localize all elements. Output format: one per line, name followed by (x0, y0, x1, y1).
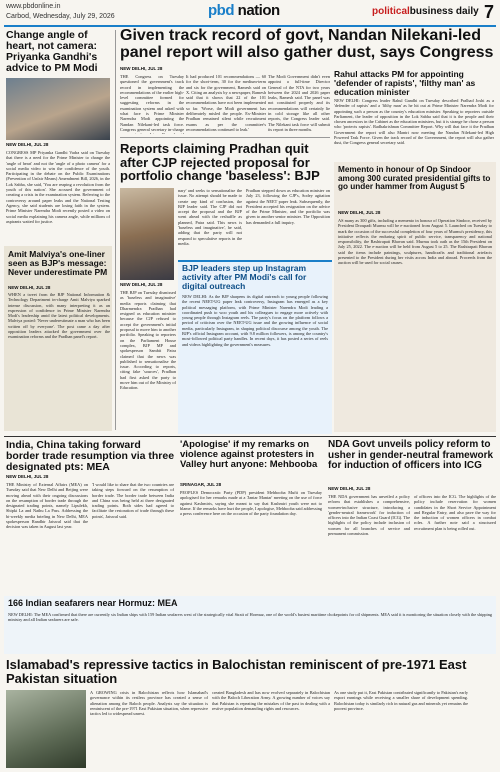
apology-byline: SRINAGAR, JUL 28 (180, 482, 222, 487)
lead-col3: The Modi Government didn't even appoint a full-time Director General of the NTA for two years between the 2024 and 2026 paper leaks, Ramesh said. The panel was not constituted properly and its recommendations will certainly lie in cold storage like all other reports, the Congress leader said. The Nilekani task force will submit its report in three months. (268, 74, 330, 132)
masthead (0, 0, 500, 26)
reports-headline: Reports claiming Pradhan quit after CJP rejected proposal for portfolio change 'baseless': BJP (120, 141, 320, 184)
memento-headline: Memento in honour of Op Sindoor among 300 curated presidential gifts to go under hammer from August 5 (338, 165, 491, 192)
lead-headline: Given track record of govt, Nandan Nilekani-led panel report will also gather dust, says Congress (120, 27, 494, 61)
reports-col1: THE BJP on Tuesday dismissed as 'baseless and imaginative' media reports claiming that Dharmendra Pradhan had resigned as education minister because the CJP refused to accept the government's initial proposal to move him to another portfolio. Speaking to reporters on the Parliament House complex, BJP MP and spokesperson Sambit Patra claimed that the news was published to sensationalise the issue. According to reports, citing fake 'sources', Pradhan had first asked the party to move him out of the Ministry of Education. (120, 290, 176, 391)
left-story-headline: Change angle of heart, not camera: Priyanka Gandhi's advice to PM Modi (6, 29, 98, 75)
memento-body: AS many as 300 gifts, including a memento in honour of Operation Sindoor, received by President Droupadi Murmu will be e-auctioned from August 5. Launched on Tuesday to mark the occasion of the successful completion of four years of Murmu's presidency, this initiative reflects the enduring spirit of public service, transparency and national responsibility, the Rashtrapati Bhavan said. Murmu took oath as the 15th President on July 25, 2022. The e-auction will be held from August 5 to 25. The Rashtrapati Bhavan said the items include paintings, sculptures, handicrafts and traditional artefacts presented to the President during her visits across India and abroad. Proceeds from the auction will be used for social causes. (338, 218, 492, 266)
brand-logo (372, 6, 479, 17)
page-number: 7 (484, 2, 495, 22)
priyanka-photo (6, 78, 110, 140)
fold-rule (4, 436, 496, 437)
site-url[interactable]: www.pbdonline.in (6, 3, 61, 10)
lead-col2: It had produced 101 recommendations — 60 for the short-term, 30 for the medium-term and six for the government, Ramesh said on X. Citing an analysis by a newspaper, Ramesh said that it shows that 22 of the 101 recommendations have not been implemented so far. 'Worse, the Modi government has deliberately misled the people. Ex-Minister Pradhan remained silent while recruitment exams as per the committee's recommendations continued to leak.' (186, 74, 266, 132)
left-story-body: CONGRESS MP Priyanka Gandhi Vadra said on Tuesday that there is a need for the Prime Minister to change the 'angle of heart' and not the 'angle of a photo camera' for a social media video to win the confidence of the youth. Participating in the debate on the Public Examinations (Prevention of Unfair Means) Amendment Bill, 2026, in the Lok Sabha, she said, 'You are reaping a revolution from the youth of this nation'. She accused the government of creating a crisis in the examination system. Referring to the controversy around paper leaks and the National Testing Agency, she said students are losing faith in the system. Prime Minister Narendra Modi recently posted a video on social media explaining his camera angle, while millions of aspirants waited for justice. (6, 150, 110, 224)
oil-headline: 166 Indian seafarers near Hormuz: MEA (8, 598, 178, 608)
lead-byline: NEW DELHI, JUL 28 (120, 66, 163, 71)
apology-headline: 'Apologise' if my remarks on violence against protesters in Valley hurt anyone: Mehbooba (180, 439, 318, 470)
reports-col3: Pradhan stepped down as education minister on July 23, following the CJP's, Sodey agitation against the NEET paper leak. Subsequently, the President accepted his resignation on the advice of the Prime Minister, and the portfolio was given to another senior minister. The Opposition has demanded a full inquiry. (246, 188, 330, 225)
rahul-body: NEW DELHI: Congress leader Rahul Gandhi on Tuesday described Pralhad Joshi as a 'defender of rapists' and a 'filthy man' as he hit out at Prime Minister Narendra Modi for appointing such a person as the country's education minister. Speaking to reporters outside Parliament, the leader of opposition in the Lok Sabha said that it is the people and their chosen ancestors in the Cabinet as the education ministers, but it is strange he chose a person who 'protects rapists'. Radhakrishnan Committee Report. Why will that face it the Pradhan Government the report will also Mantri now meeting the Nandan Nilekani-led High Powered Task Force. Given the track record of the Government, the report will also gather dust, the Congress general secretary said. (334, 98, 494, 146)
lead-rule (120, 137, 330, 138)
apology-body: PEOPLES Democratic Party (PDP) president Mehbooba Mufti on Tuesday apologised for her remarks made at a 'Jantar Mantar' meeting on the use of force against Kashmiris, saying she meant to say that Kashmiri youth were not to blame. If the remarks have hurt the people, I apologise, Mehbooba said addressing a press conference here on the occasion of the party foundation day. (180, 490, 322, 517)
india-china-headline: India, China taking forward border trade resumption via three designated pts: MEA (6, 439, 175, 474)
nda-col1: THE NDA government has unveiled a policy reform that establishes a comprehensive, women-inclusive structure, introducing a 'gender-neutral framework' for induction of officers into the Indian Coast Guard (ICG). The highlights of the policy include inclusion of women for all branches of service and permanent commission. (328, 494, 410, 537)
left-story2-body: WHEN a tweet from the BJP National Information & Technology Department in-charge Amit Malviya sparked intense discussion, with many interpreting it as an expression of confidence in Prime Minister Narendra Modi's leadership amid the latest political developments. Malviya posted: 'Never underestimate a man who has been written off by everyone'. The post came a day after opposition leaders attacked the government over the examination reforms and the Pradhan panel's report. (8, 292, 110, 340)
nda-col2: of officers into the ICG. The highlights of the policy include reservation for women candidates in the Short Service Appointment and Regular Entry, and also pave the way for the induction of women officers in combat roles. A further note said a structured recruitment plan is being rolled out. (414, 494, 496, 531)
lead-col1: THE Congress on Tuesday questioned the government's track record in implementing the recommendations of the earlier high-level committee formed for suggesting reforms in the examination system and asked with what face is Prime Minister Narendra Modi appointing the Nandan Nilekani-led task force. Congress general secretary in-charge (120, 74, 184, 132)
nda-byline: NEW DELHI, JUL 28 (328, 486, 371, 491)
left-story2-headline: Amit Malviya's one-liner seen as BJP's message: Never underestimate PM (8, 249, 108, 277)
issue-date: Carbod, Wednesday, July 29, 2026 (6, 13, 115, 20)
patra-photo (120, 188, 174, 280)
patra-photo-caption: NEW DELHI, JUL 28 (120, 282, 163, 287)
section-title (208, 2, 280, 19)
india-china-col2: 'I would like to share that the two countries are taking steps forward on the resumption of border trade. The border trade between India and China was being held at three designated trading points. Both sides had agreed to facilitate the restoration of trade through these points', Jaiswal said. (92, 482, 174, 519)
islamabad-headline: Islamabad's repressive tactics in Balochistan reminiscent of pre-1971 East Pakistan situation (6, 657, 467, 686)
bjp-headline: BJP leaders step up Instagram activity after PM Modi's call for digital outreach (182, 263, 307, 291)
left-story2-byline: NEW DELHI, JUL 28 (8, 285, 51, 290)
brand-logo-a: political (372, 6, 410, 17)
bjp-body: NEW DELHI: As the BJP sharpens its digital outreach to young people following the recent NEET-UG paper leak controversy, Instagram has emerged as a key political messaging platform, with Prime Minister Narendra Modi leading a coordinated push to woo youth and his colleagues to engage more actively with young people through Instagram reels. The party's focus on the platform follows a period of criticism over the NEET-UG issue and the growing influence of social media, particularly Instagram, in shaping political discourse among the youth. The BJP's official Instagram account, with 9.8 million followers, is among the country's most-followed political party handles. In recent days, it has posted a series of reels and videos highlighting the government's measures. (182, 294, 328, 347)
column-divider (115, 30, 116, 430)
reports-col2: nary' and seeks to sensationalise the issue. No attempt should be made to create any kind of confusion, the BJP leader said. The CJP did not accept the proposal and the BJP went ahead with the reshuffle as planned, Patra said. This news is 'baseless and imaginative', he said, adding that the party will not respond to speculative reports in the media. (178, 188, 242, 246)
nda-headline: NDA Govt unveils policy reform to usher in gender-neutral framework for induction of officers into ICG (328, 439, 494, 471)
section-title-b: nation (237, 2, 280, 19)
section-title-a: pbd (208, 2, 234, 19)
islamabad-col3: As one study put it, East Pakistan contributed significantly to Pakistan's early export earnings while receiving a smaller share of development spending. Balochistan today is similarly rich in natural gas and minerals yet remains the poorest province. (334, 690, 468, 711)
rahul-headline: Rahul attacks PM for appointing 'defender of rapists', 'filthy man' as education minister (334, 69, 476, 97)
india-china-byline: NEW DELHI, JUL 28 (6, 474, 49, 479)
brand-logo-b: business daily (409, 6, 479, 17)
memento-byline: NEW DELHI, JUL 28 (338, 210, 381, 215)
islamabad-col2: created Bangladesh and has now evolved separately in Balochistan with the Baloch Liberation Army. A growing number of voices say that Pakistan is repeating the mistakes of the past in dealing with a restive population demanding rights and resources. (212, 690, 330, 711)
islamabad-col1: A GROWING crisis in Balochistan reflects how Islamabad's governance within its restless province has created a sense of alienation among the Baloch people. Analysts say the situation is reminiscent of the pre-1971 East Pakistan situation, when repressive tactics led to widespread unrest. (90, 690, 208, 717)
india-china-col1: THE Ministry of External Affairs (MEA) on Tuesday said that New Delhi and Beijing were moving ahead with their ongoing discussions on the resumption of border trade through the designated trading points, namely Lipulekh, Shipki La and Nathu La Pass. Addressing the bi-weekly media briefing in New Delhi, MEA spokesperson Randhir Jaiswal said that the decision was taken in August last year. (6, 482, 88, 530)
oil-body: NEW DELHI: The MEA confirmed that there are currently six Indian ships with 159 Indian seafarers west of the strategically vital Strait of Hormuz, one of the world's busiest maritime chokepoints for oil shipments. MEA said it is monitoring the situation closely with the shipping ministry and all Indian seafarers are safe. (8, 612, 492, 623)
balochistan-photo (6, 690, 86, 768)
priyanka-photo-caption: NEW DELHI, JUL 28 (6, 142, 49, 147)
